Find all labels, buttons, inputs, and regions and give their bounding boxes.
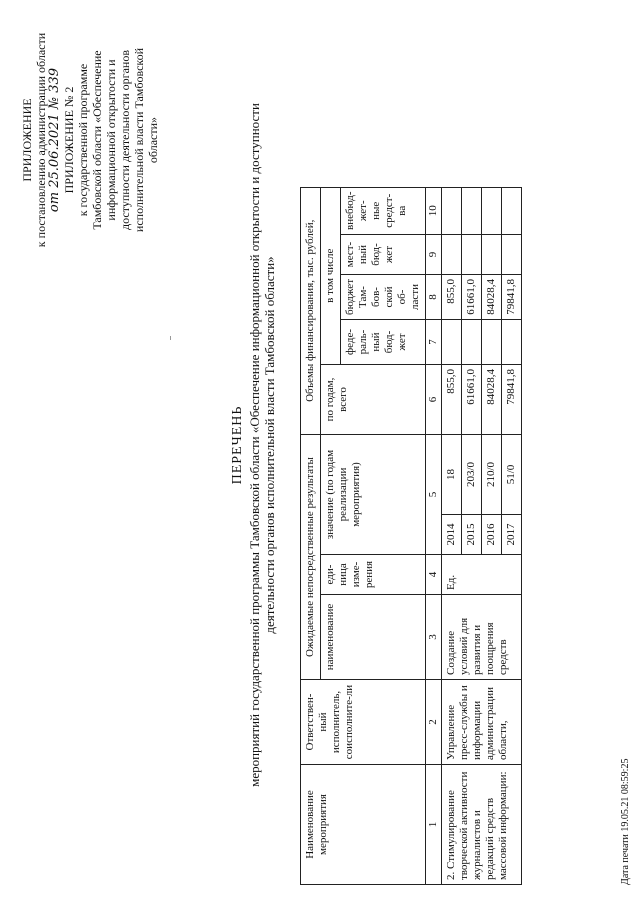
regional-cell: 84028,4 xyxy=(482,275,502,320)
column-number-row xyxy=(426,187,442,884)
print-date: Дата печати 19.05.21 08:59:25 xyxy=(620,758,631,885)
appendix-number: ПРИЛОЖЕНИЕ № 2 xyxy=(62,86,76,194)
column-number: 4 xyxy=(426,555,442,595)
extra-cell xyxy=(462,187,482,234)
value-cell: 18 xyxy=(442,435,462,515)
measure-name: 2. Стимулирование творческой активности журналистов и редакций средств массовой информации: xyxy=(442,765,522,885)
header-including: в том числе xyxy=(321,187,341,364)
header-expected-results: Ожидаемые непосредственные результаты xyxy=(301,435,321,680)
column-number: 7 xyxy=(426,320,442,365)
program-ref-3: информационной открытости и xyxy=(104,59,118,221)
total-cell: 855,0 xyxy=(442,365,462,435)
title-line-1: мероприятий государственной программы Тамбовской области «Обеспечение информационной открытости и доступности xyxy=(247,103,262,787)
total-cell: 79841,8 xyxy=(502,365,522,435)
result-name: Создание условий для развития и поощрения средств xyxy=(442,595,522,680)
column-number: 9 xyxy=(426,235,442,275)
column-number: 5 xyxy=(426,435,442,555)
header-value: значение (по годам реализации мероприятия) xyxy=(321,435,426,555)
header-local: мест-ный бюд-жет xyxy=(341,235,426,275)
program-ref-1: к государственной программе xyxy=(76,63,90,217)
column-number: 8 xyxy=(426,275,442,320)
title-line-2: деятельности органов исполнительной власти Тамбовской области» xyxy=(262,256,277,634)
approval-header xyxy=(20,15,160,265)
regional-cell: 79841,8 xyxy=(502,275,522,320)
column-number: 3 xyxy=(426,595,442,680)
local-cell xyxy=(502,235,522,275)
header-funding: Объемы финансирования, тыс. рублей, xyxy=(301,187,321,434)
header-responsible: Ответствен-ный исполнитель, соисполните-ли xyxy=(301,680,426,765)
total-cell: 84028,4 xyxy=(482,365,502,435)
program-ref-6: области» xyxy=(146,116,160,164)
year-cell: 2015 xyxy=(462,515,482,555)
local-cell xyxy=(462,235,482,275)
header-result-name: наименование xyxy=(321,595,426,680)
federal-cell xyxy=(482,320,502,365)
regional-cell: 61661,0 xyxy=(462,275,482,320)
measures-table xyxy=(300,187,522,885)
header-unit: еди-ница изме-рения xyxy=(321,555,426,595)
value-cell: 203/0 xyxy=(462,435,482,515)
year-cell: 2016 xyxy=(482,515,502,555)
federal-cell xyxy=(442,320,462,365)
federal-cell xyxy=(462,320,482,365)
header-regional: бюджет Там-бов-ской об-ласти xyxy=(341,275,426,320)
regional-cell: 855,0 xyxy=(442,275,462,320)
program-ref-2: Тамбовской области «Обеспечение xyxy=(90,50,104,230)
extra-cell xyxy=(482,187,502,234)
local-cell xyxy=(482,235,502,275)
title-heading: ПЕРЕЧЕНЬ xyxy=(230,405,245,485)
total-cell: 61661,0 xyxy=(462,365,482,435)
program-ref-4: доступности деятельности органов xyxy=(118,50,132,230)
column-number: 1 xyxy=(426,765,442,885)
responsible-executor: Управление пресс-службы и информации администрации области, xyxy=(442,680,522,765)
value-cell: 210/0 xyxy=(482,435,502,515)
decree-ref: к постановлению администрации области xyxy=(34,32,48,248)
year-cell: 2017 xyxy=(502,515,522,555)
column-number: 6 xyxy=(426,365,442,435)
header-measure: Наименование мероприятия xyxy=(301,765,426,885)
year-cell: 2014 xyxy=(442,515,462,555)
extra-cell xyxy=(442,187,462,234)
column-number: 2 xyxy=(426,680,442,765)
document-title xyxy=(230,85,277,805)
scan-speck xyxy=(170,336,171,340)
header-by-year: по годам, всего xyxy=(321,365,426,435)
appendix-label: ПРИЛОЖЕНИЕ xyxy=(20,98,34,182)
handwritten-date-number: от 25.06.2021 № 339 xyxy=(47,67,62,213)
header-federal: феде-раль-ный бюд-жет xyxy=(341,320,426,365)
program-ref-5: исполнительной власти Тамбовской xyxy=(132,47,146,233)
column-number: 10 xyxy=(426,187,442,234)
header-extra: внебюд-жет-ные средст-ва xyxy=(341,187,426,234)
federal-cell xyxy=(502,320,522,365)
table-row xyxy=(442,187,462,884)
unit: Ед. xyxy=(442,555,522,595)
local-cell xyxy=(442,235,462,275)
value-cell: 51/0 xyxy=(502,435,522,515)
extra-cell xyxy=(502,187,522,234)
